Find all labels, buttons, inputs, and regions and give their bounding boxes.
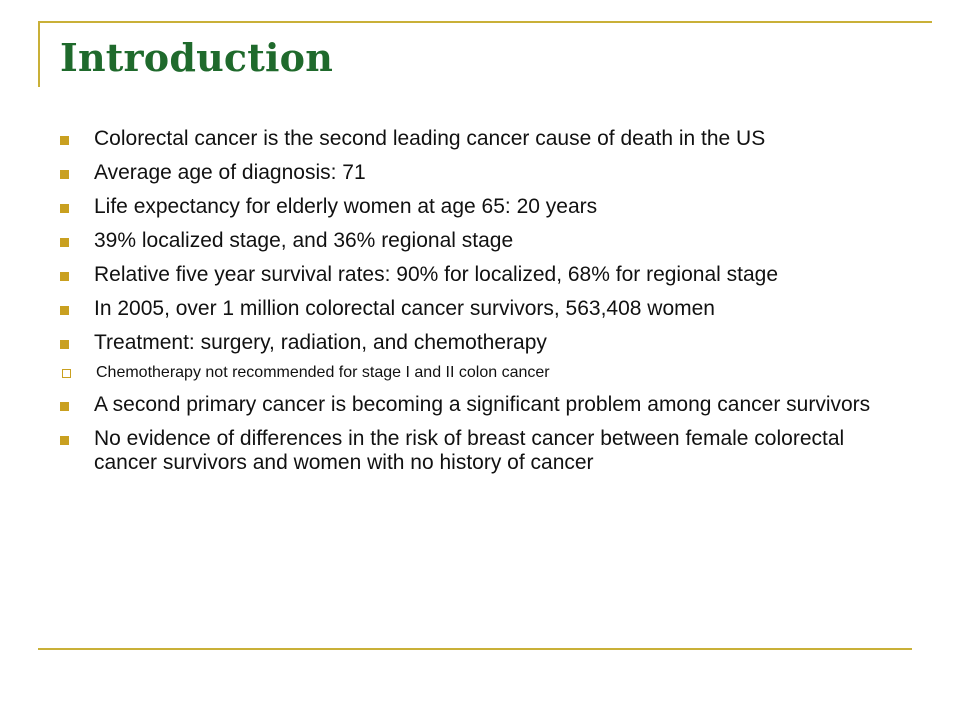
top-rule — [38, 21, 932, 23]
bullet-item — [60, 229, 910, 253]
bullet-text: 39% localized stage, and 36% regional stage — [94, 229, 514, 252]
bullet-text: Life expectancy for elderly women at age 65: 20 years — [94, 195, 598, 218]
bullet-item — [60, 263, 910, 287]
square-bullet-icon — [60, 340, 69, 349]
slide-title: Introduction — [60, 35, 334, 80]
square-bullet-icon — [60, 436, 69, 445]
bullet-text: Colorectal cancer is the second leading cancer cause of death in the US — [94, 127, 766, 150]
bullet-text: Average age of diagnosis: 71 — [94, 161, 366, 184]
bullet-text: In 2005, over 1 million colorectal cancer survivors, 563,408 women — [94, 297, 715, 320]
hollow-square-bullet-icon — [62, 369, 71, 378]
sub-bullet-item — [60, 363, 910, 383]
square-bullet-icon — [60, 402, 69, 411]
bullet-item — [60, 195, 910, 219]
square-bullet-icon — [60, 136, 69, 145]
bullet-text: Treatment: surgery, radiation, and chemotherapy — [94, 331, 547, 354]
square-bullet-icon — [60, 238, 69, 247]
bullet-item — [60, 331, 910, 355]
bullet-item — [60, 297, 910, 321]
bullet-text: Relative five year survival rates: 90% for localized, 68% for regional stage — [94, 263, 778, 286]
bullet-item — [60, 161, 910, 185]
square-bullet-icon — [60, 170, 69, 179]
bullet-item — [60, 393, 910, 417]
square-bullet-icon — [60, 306, 69, 315]
bullet-item — [60, 127, 910, 151]
bullet-text: No evidence of differences in the risk of breast cancer between female colorectal cancer survivors and women with no history of cancer — [94, 427, 845, 474]
square-bullet-icon — [60, 204, 69, 213]
square-bullet-icon — [60, 272, 69, 281]
bullet-list — [60, 127, 910, 485]
left-rule — [38, 21, 40, 87]
bullet-text: A second primary cancer is becoming a significant problem among cancer survivors — [94, 393, 871, 416]
bullet-item — [60, 427, 910, 475]
sub-bullet-text: Chemotherapy not recommended for stage I and II colon cancer — [96, 364, 550, 381]
bottom-rule — [38, 648, 912, 650]
